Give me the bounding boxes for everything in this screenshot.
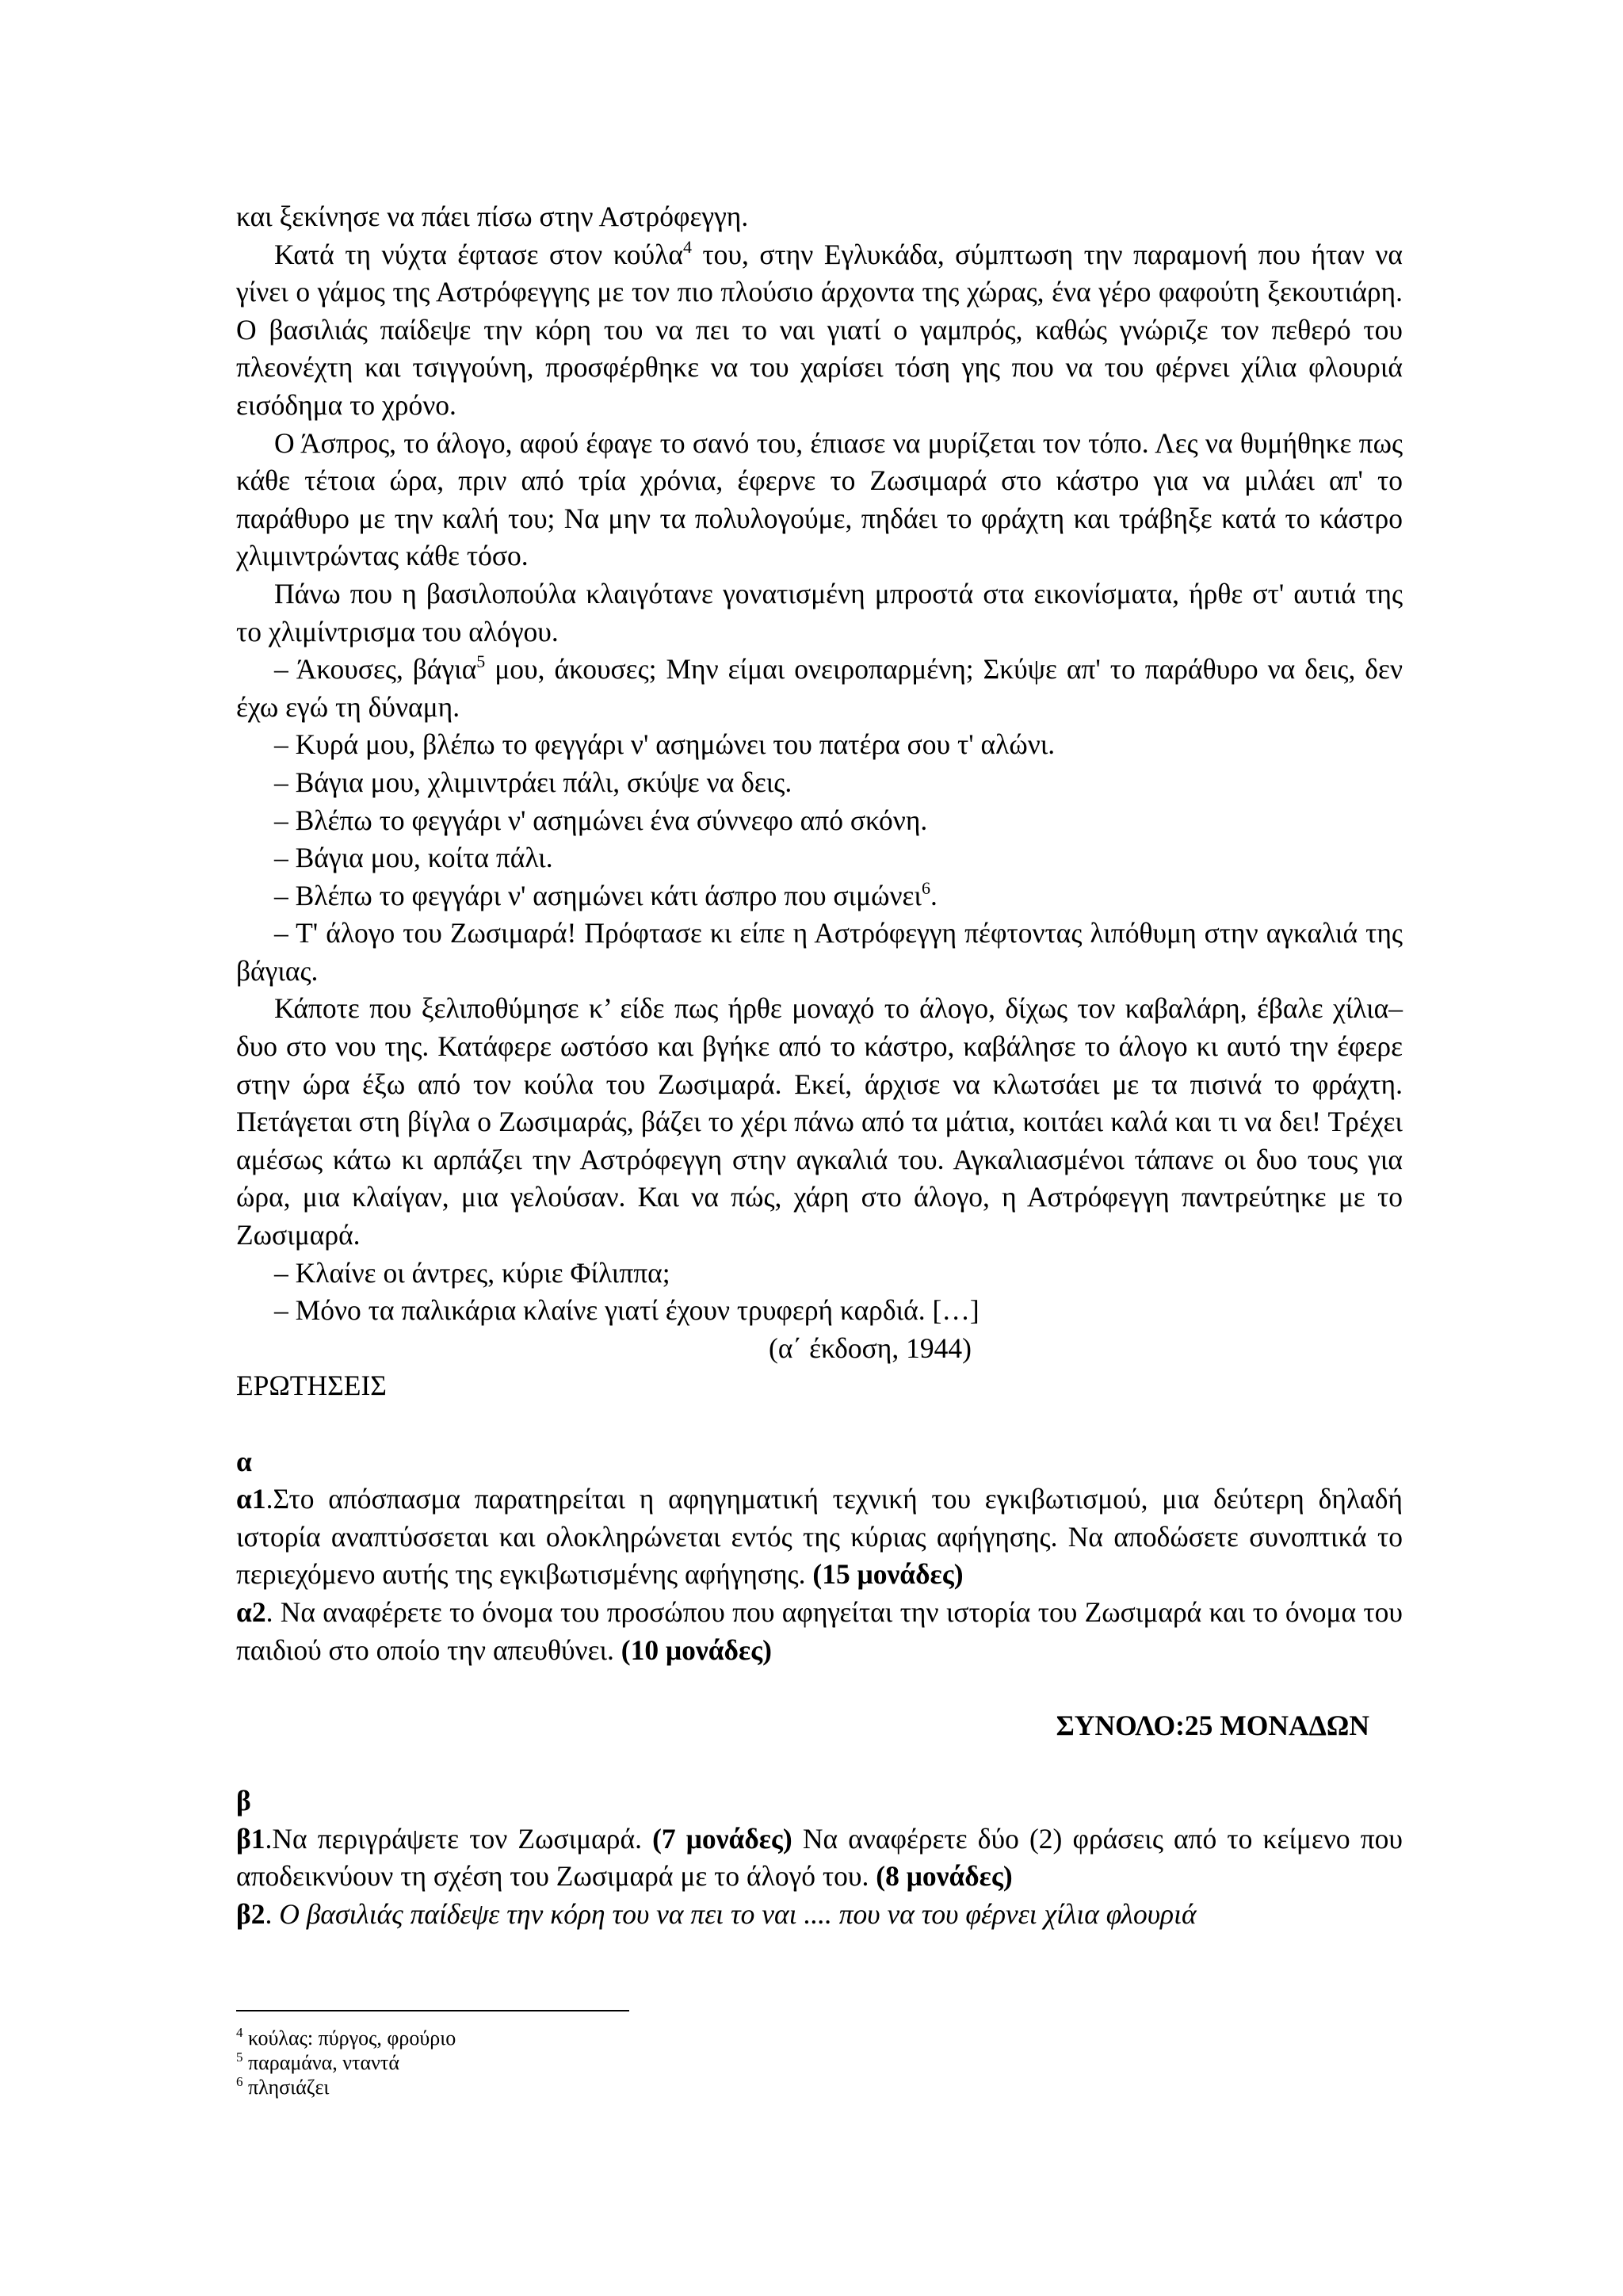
footnotes (236, 2026, 949, 2099)
spacer (236, 1669, 1403, 1707)
b2-label: β2 (236, 1897, 265, 1930)
footnote-5-number: 5 (236, 2050, 243, 2065)
footnote-ref-6[interactable]: 6 (922, 877, 930, 898)
footnote-separator (236, 2010, 629, 2011)
story-paragraph-6 (236, 990, 1403, 1254)
story-line-1-text: και ξεκίνησε να πάει πίσω στην Αστρόφεγγη. (236, 201, 749, 232)
a1-text: .Στο απόσπασμα παρατηρείται η αφηγηματική τεχνική του εγκιβωτισμού, μια δεύτερη δηλαδή ιστορία αναπτύσσεται και ολοκληρώνεται εντός της κύριας αφήγησης. Να αποδώσετε συνοπτικά το περιεχόμενο αυτής της εγκιβωτισμένης αφήγησης. (236, 1483, 1403, 1591)
dialogue-2-text: – Βάγια μου, χλιμιντράει πάλι, σκύψε να δεις. (274, 766, 792, 798)
section-a-label (236, 1443, 1403, 1481)
a2-label: α2 (236, 1595, 266, 1628)
b1-points-b: (8 μονάδες) (876, 1860, 1013, 1893)
dialogue-5-text-a: – Βλέπω το φεγγάρι ν' ασημώνει κάτι άσπρο που σιμώνει (274, 879, 922, 911)
question-a1 (236, 1480, 1403, 1594)
p5-text-b: μου, άκουσες; Μην είμαι ονειροπαρμένη; Σκύψε απ' το παράθυρο να δεις, δεν έχω εγώ τη δύναμη. (236, 653, 1403, 723)
dialogue-line-6 (236, 915, 1403, 990)
story-paragraph-4 (236, 575, 1403, 651)
footnote-6-number: 6 (236, 2074, 243, 2089)
story-line-1 (236, 198, 1403, 236)
spacer (236, 1744, 1403, 1782)
questions-heading (236, 1367, 1403, 1405)
section-b-text: β (236, 1784, 251, 1817)
b1-label: β1 (236, 1822, 265, 1855)
total-points (236, 1707, 1403, 1745)
footnote-5-text: παραμάνα, νταντά (242, 2051, 399, 2074)
main-text (236, 198, 1403, 1933)
p5-text-a: – Άκουσες, βάγια (274, 653, 477, 686)
question-a2 (236, 1594, 1403, 1669)
p2-text-a: Κατά τη νύχτα έφτασε στον κούλα (274, 238, 683, 270)
section-a-text: α (236, 1445, 252, 1477)
dialogue-line-4 (236, 839, 1403, 877)
footnote-4-text: κούλας: πύργος, φρούριο (242, 2027, 456, 2050)
question-b2 (236, 1896, 1403, 1934)
story-paragraph-3 (236, 425, 1403, 575)
footnote-ref-4[interactable]: 4 (682, 236, 692, 257)
footnote-6 (236, 2075, 949, 2099)
dialogue-5-text-b: . (930, 879, 938, 911)
a2-text: . Να αναφέρετε το όνομα του προσώπου που αφηγείται την ιστορία του Ζωσιμαρά και το όνομα του παιδιού στο οποίο την απευθύνει. (236, 1595, 1403, 1666)
section-b-label (236, 1782, 1403, 1820)
edition-note (236, 1330, 1403, 1368)
b1-text-a: .Να περιγράψετε τον Ζωσιμαρά. (265, 1822, 653, 1855)
p6-text: Κάποτε που ξελιποθύμησε κ’ είδε πως ήρθε μοναχό το άλογο, δίχως τον καβαλάρη, έβαλε χίλια–δυο στο νου της. Κατάφερε ωστόσο και βγήκε από το κάστρο, καβάλησε το άλογο κι αυτό την έφερε στην ώρα έξω από τον κούλα του Ζωσιμαρά. Εκεί, άρχισε να κλωτσάει με τα πισινά το φράχτη. Πετάγεται στη βίγλα ο Ζωσιμαράς, βάζει το χέρι πάνω από τα μάτια, κοιτάει καλά και τι να δει! Τρέχει αμέσως κάτω κι αρπάζει την Αστρόφεγγη στην αγκαλιά του. Αγκαλιασμένοι τάπανε οι δυο τους για ώρα, μια κλαίγαν, μια γελούσαν. Και να πώς, χάρη στο άλογο, η Αστρόφεγγη παντρεύτηκε με το Ζωσιμαρά. (236, 992, 1403, 1251)
a1-points: (15 μονάδες) (812, 1558, 964, 1591)
footnote-6-text: πλησιάζει (242, 2076, 330, 2099)
dialogue-line-1 (236, 726, 1403, 764)
p2-text-b: του, στην Εγλυκάδα, σύμπτωση την παραμονή που ήταν να γίνει ο γάμος της Αστρόφεγγης με τον πιο πλούσιο άρχοντα της χώρας, ένα γέρο φαφούτη ξεκουτιάρη. Ο βασιλιάς παίδεψε την κόρη του να πει το ναι γιατί ο γαμπρός, καθώς γνώριζε τον πεθερό του πλεονέχτη και τσιγγούνη, προσφέρθηκε να του χαρίσει τόση γης που να του φέρνει χίλια φλουριά εισόδημα το χρόνο. (236, 238, 1403, 421)
footnote-ref-5[interactable]: 5 (476, 651, 486, 672)
dialogue-line-8 (236, 1292, 1403, 1330)
a1-label: α1 (236, 1483, 266, 1515)
dialogue-8-text: – Μόνο τα παλικάρια κλαίνε γιατί έχουν τρυφερή καρδιά. […] (274, 1294, 980, 1327)
footnote-4-number: 4 (236, 2025, 243, 2040)
dialogue-1-text: – Κυρά μου, βλέπω το φεγγάρι ν' ασημώνει του πατέρα σου τ' αλώνι. (274, 728, 1056, 761)
footnote-5 (236, 2050, 949, 2075)
p3-text: Ο Άσπρος, το άλογο, αφού έφαγε το σανό του, έπιασε να μυρίζεται τον τόπο. Λες να θυμήθηκε πως κάθε τέτοια ώρα, πριν από τρία χρόνια, έφερνε το Ζωσιμαρά στο κάστρο για να μιλάει απ' το παράθυρο με την καλή του; Να μην τα πολυλογούμε, πηδάει το φράχτη και τράβηξε κατά το κάστρο χλιμιντρώντας κάθε τόσο. (236, 426, 1403, 572)
story-paragraph-2 (236, 236, 1403, 425)
dialogue-6-text: – Τ' άλογο του Ζωσιμαρά! Πρόφτασε κι είπε η Αστρόφεγγη πέφτοντας λιπόθυμη στην αγκαλιά της βάγιας. (236, 917, 1403, 987)
footnote-4 (236, 2026, 949, 2050)
total-text: ΣΥΝΟΛΟ:25 ΜΟΝΑΔΩΝ (1056, 1709, 1369, 1741)
b2-text-a: . (265, 1897, 280, 1930)
dialogue-line-5 (236, 877, 1403, 915)
dialogue-7-text: – Κλαίνε οι άντρες, κύριε Φίλιππα; (274, 1256, 670, 1289)
dialogue-line-7 (236, 1255, 1403, 1293)
spacer (236, 1405, 1403, 1443)
a2-points: (10 μονάδες) (621, 1633, 772, 1666)
dialogue-4-text: – Βάγια μου, κοίτα πάλι. (274, 842, 553, 874)
question-b1 (236, 1820, 1403, 1896)
dialogue-line-3 (236, 802, 1403, 840)
b2-italic-quote: Ο βασιλιάς παίδεψε την κόρη του να πει το ναι .... που να του φέρνει χίλια φλουριά (279, 1897, 1197, 1930)
b1-text-b: Να αναφέρετε δύο (2) φράσεις από το κείμενο που αποδεικνύουν τη σχέση του Ζωσιμαρά με το άλογό του. (236, 1822, 1403, 1893)
story-paragraph-5 (236, 651, 1403, 726)
p4-text: Πάνω που η βασιλοπούλα κλαιγότανε γονατισμένη μπροστά στα εικονίσματα, ήρθε στ' αυτιά της το χλιμίντρισμα του αλόγου. (236, 577, 1403, 648)
dialogue-line-2 (236, 764, 1403, 802)
edition-text: (α΄ έκδοση, 1944) (769, 1331, 972, 1364)
dialogue-3-text: – Βλέπω το φεγγάρι ν' ασημώνει ένα σύννεφο από σκόνη. (274, 804, 928, 836)
b1-points-a: (7 μονάδες) (652, 1822, 792, 1855)
questions-heading-text: ΕΡΩΤΗΣΕΙΣ (236, 1370, 387, 1402)
